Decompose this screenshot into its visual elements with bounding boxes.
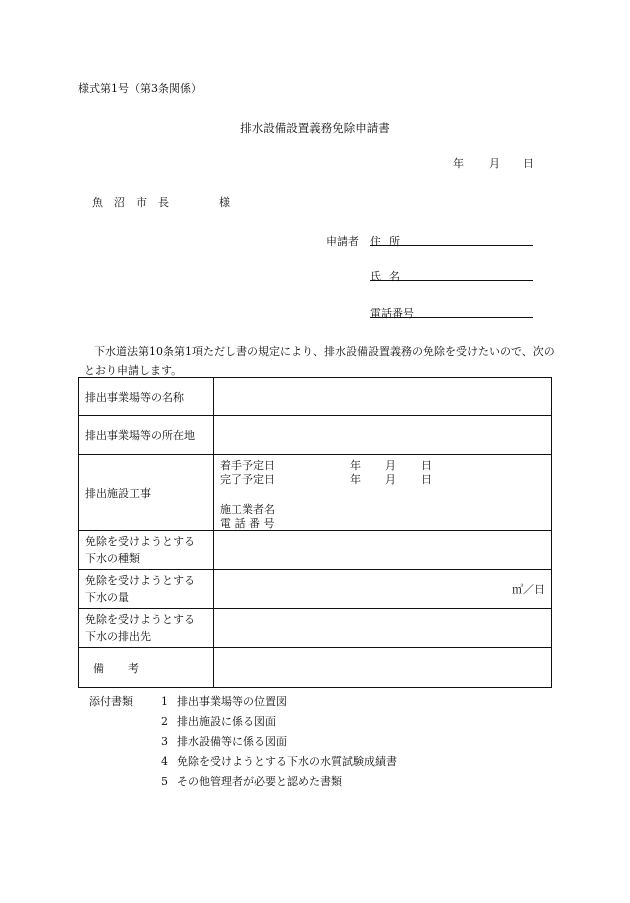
attachment-item: 1 排出事業場等の位置図 [161,695,287,708]
application-statement: 下水道法第10条第1項ただし書の規定により、排水設備設置義務の免除を受けたいので、次のとおり申請します。 [84,345,555,377]
attachment-item: 5 その他管理者が必要と認めた書類 [161,775,342,788]
construction-label: 排出施設工事 [79,455,214,531]
start-date-label: 着手予定日 [220,459,275,472]
contractor-phone-label: 電 話 番 号 [220,517,275,530]
end-date-label: 完了予定日 [220,473,275,486]
date-year: 年 [453,157,464,170]
sewage-amount-field[interactable] [214,570,552,609]
facility-location-field[interactable] [214,416,552,455]
end-year: 年 [350,473,361,486]
attachment-item: 4 免除を受けようとする下水の水質試験成績書 [161,755,397,768]
date-day: 日 [523,157,534,170]
applicant-label: 申請者 [326,235,359,248]
end-month: 月 [385,473,396,486]
addressee-name: 魚沼市長 [92,196,180,209]
start-year: 年 [350,459,361,472]
attachments-label: 添付書類 [89,695,133,708]
date-month: 月 [489,157,500,170]
attachment-item: 2 排出施設に係る図面 [161,715,276,728]
facility-name-field[interactable] [214,378,552,416]
name-label: 氏名 [370,270,408,283]
end-day: 日 [421,473,432,486]
attachment-item: 3 排水設備等に係る図面 [161,735,287,748]
contractor-label: 施工業者名 [220,503,275,516]
facility-location-label: 排出事業場等の所在地 [79,416,214,455]
phone-label: 電話番号 [370,307,414,320]
address-field[interactable] [370,245,533,246]
application-table [78,377,552,688]
remarks-field[interactable] [214,648,552,688]
construction-field[interactable] [214,455,552,531]
document-title: 排水設備設置義務免除申請書 [240,121,390,135]
name-field[interactable] [370,280,533,281]
sewage-type-field[interactable] [214,531,552,570]
facility-name-label: 排出事業場等の名称 [79,378,214,416]
addressee-honorific: 様 [219,196,230,209]
sewage-destination-label: 免除を受けようとする 下水の排出先 [79,609,214,648]
remarks-label: 備考 [79,648,214,688]
sewage-destination-field[interactable] [214,609,552,648]
form-number: 様式第1号（第3条関係） [78,82,202,95]
phone-field[interactable] [370,317,533,318]
start-day: 日 [421,459,432,472]
sewage-type-label: 免除を受けようとする 下水の種類 [79,531,214,570]
start-month: 月 [385,459,396,472]
sewage-amount-unit: ㎥／日 [512,583,545,596]
sewage-amount-label: 免除を受けようとする 下水の量 [79,570,214,609]
address-label: 住所 [370,235,408,248]
